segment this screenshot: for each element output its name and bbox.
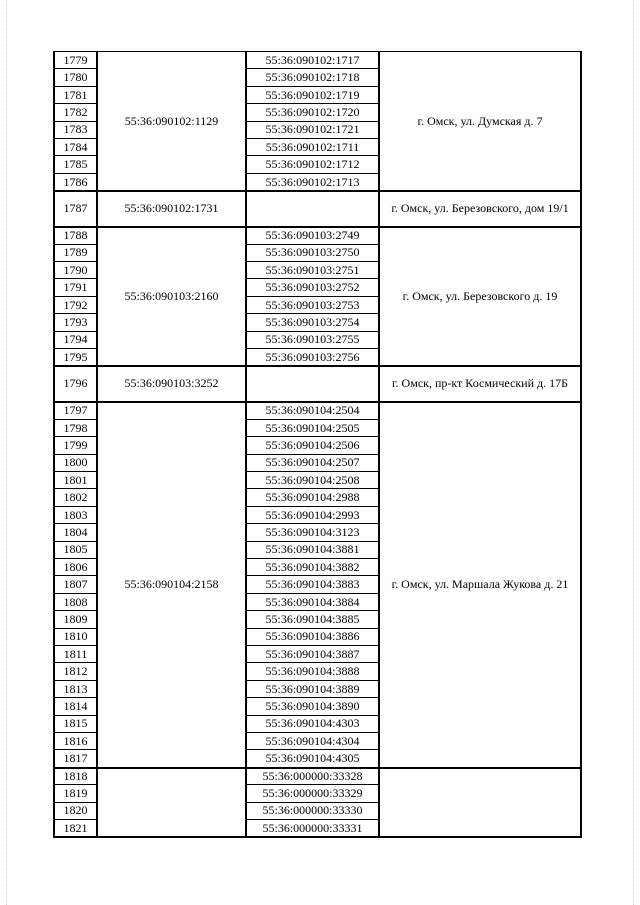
row-number: 1803: [63, 507, 88, 522]
row-number: 1780: [63, 70, 88, 85]
row-number: 1792: [63, 297, 88, 312]
row-number: 1815: [63, 716, 88, 731]
row-number: 1787: [63, 201, 88, 216]
row-number: 1779: [63, 52, 88, 67]
row-number: 1784: [63, 139, 88, 154]
address-cell: г. Омск, ул. Маршала Жукова д. 21: [391, 577, 569, 592]
cadastral-number: 55:36:090104:3881: [265, 542, 360, 557]
cadastral-number: 55:36:090102:1719: [265, 87, 360, 102]
column-divider-number: [96, 51, 98, 836]
scan-edge-left: [6, 0, 8, 905]
cadastral-number: 55:36:090103:2753: [265, 297, 360, 312]
row-number: 1820: [63, 803, 88, 818]
cadastral-number: 55:36:090102:1720: [265, 104, 360, 119]
parent-cadastral-number: 55:36:090104:2158: [124, 577, 219, 592]
row-number: 1802: [63, 490, 88, 505]
row-number: 1794: [63, 332, 88, 347]
row-number: 1814: [63, 698, 88, 713]
cadastral-number: 55:36:090102:1721: [265, 122, 360, 137]
row-number: 1804: [63, 524, 88, 539]
row-number: 1806: [63, 559, 88, 574]
row-number: 1795: [63, 349, 88, 364]
cadastral-number: 55:36:090102:1717: [265, 52, 360, 67]
cadastral-number: 55:36:090104:2993: [265, 507, 360, 522]
row-number: 1821: [63, 820, 88, 835]
cadastral-number: 55:36:090104:4304: [265, 733, 360, 748]
cadastral-number: 55:36:090104:4303: [265, 716, 360, 731]
row-number: 1781: [63, 87, 88, 102]
row-number: 1789: [63, 245, 88, 260]
cadastral-number: 55:36:090104:2506: [265, 437, 360, 452]
cadastral-number: 55:36:090103:2750: [265, 245, 360, 260]
row-number: 1793: [63, 314, 88, 329]
row-number: 1783: [63, 122, 88, 137]
column-divider-cadastral: [378, 51, 380, 836]
row-number: 1801: [63, 472, 88, 487]
cadastral-number: 55:36:090104:3885: [265, 611, 360, 626]
cadastral-number: 55:36:000000:33328: [262, 768, 363, 783]
row-number: 1796: [63, 376, 88, 391]
cadastral-number: 55:36:090104:3884: [265, 594, 360, 609]
row-number: 1808: [63, 594, 88, 609]
cadastral-number: 55:36:090102:1712: [265, 157, 360, 172]
row-number: 1818: [63, 768, 88, 783]
group-divider: [53, 190, 582, 192]
row-number: 1809: [63, 611, 88, 626]
cadastral-number: 55:36:090102:1718: [265, 70, 360, 85]
row-number: 1785: [63, 157, 88, 172]
cadastral-number: 55:36:090103:2751: [265, 262, 360, 277]
row-number: 1791: [63, 280, 88, 295]
cadastral-number: 55:36:090103:2755: [265, 332, 360, 347]
row-number: 1782: [63, 104, 88, 119]
cadastral-number: 55:36:090104:3890: [265, 698, 360, 713]
group-divider: [53, 365, 582, 367]
table-border-top: [53, 51, 582, 52]
row-number: 1788: [63, 227, 88, 242]
cadastral-number: 55:36:090104:3886: [265, 629, 360, 644]
parent-cadastral-number: 55:36:090102:1731: [124, 201, 219, 216]
row-number: 1786: [63, 174, 88, 189]
row-number: 1819: [63, 785, 88, 800]
cadastral-number: 55:36:090104:3887: [265, 646, 360, 661]
cadastral-number: 55:36:090104:4305: [265, 751, 360, 766]
cadastral-number: 55:36:090103:2752: [265, 280, 360, 295]
row-number: 1800: [63, 455, 88, 470]
row-number: 1805: [63, 542, 88, 557]
cadastral-number: 55:36:000000:33329: [262, 785, 363, 800]
row-number: 1810: [63, 629, 88, 644]
cadastral-number: 55:36:090104:3888: [265, 664, 360, 679]
cadastral-number: 55:36:090104:2988: [265, 490, 360, 505]
row-number: 1799: [63, 437, 88, 452]
cadastral-number: 55:36:090104:2505: [265, 420, 360, 435]
cadastral-number: 55:36:090104:3883: [265, 577, 360, 592]
address-cell: г. Омск, ул. Березовского, дом 19/1: [391, 201, 569, 216]
address-cell: г. Омск, ул. Думская д. 7: [417, 113, 543, 128]
cadastral-number: 55:36:000000:33331: [262, 820, 363, 835]
cadastral-number: 55:36:090104:2507: [265, 455, 360, 470]
cadastral-number: 55:36:090103:2749: [265, 227, 360, 242]
table-border-right: [580, 51, 582, 836]
cadastral-number: 55:36:090104:2504: [265, 403, 360, 418]
table-border-bottom: [53, 836, 582, 838]
cadastral-number: 55:36:090102:1713: [265, 174, 360, 189]
address-cell: г. Омск, пр-кт Космический д. 17Б: [391, 376, 569, 391]
scan-edge-right: [633, 0, 635, 905]
cadastral-number: 55:36:090104:3882: [265, 559, 360, 574]
cadastral-number: 55:36:090104:3123: [265, 524, 360, 539]
row-number: 1813: [63, 681, 88, 696]
row-number: 1790: [63, 262, 88, 277]
cadastral-number: 55:36:090104:3889: [265, 681, 360, 696]
cadastral-number: 55:36:090102:1711: [265, 139, 360, 154]
row-number: 1811: [63, 646, 88, 661]
cadastral-number: 55:36:090103:2756: [265, 349, 360, 364]
cadastral-number: 55:36:090103:2754: [265, 314, 360, 329]
row-number: 1812: [63, 664, 88, 679]
cadastral-number: 55:36:000000:33330: [262, 803, 363, 818]
parent-cadastral-number: 55:36:090102:1129: [124, 113, 219, 128]
address-cell: г. Омск, ул. Березовского д. 19: [402, 288, 558, 303]
row-number: 1817: [63, 751, 88, 766]
row-number: 1807: [63, 577, 88, 592]
row-number: 1798: [63, 420, 88, 435]
row-number: 1816: [63, 733, 88, 748]
cadastral-number: 55:36:090104:2508: [265, 472, 360, 487]
row-number: 1797: [63, 403, 88, 418]
parent-cadastral-number: 55:36:090103:3252: [124, 376, 219, 391]
parent-cadastral-number: 55:36:090103:2160: [124, 288, 219, 303]
